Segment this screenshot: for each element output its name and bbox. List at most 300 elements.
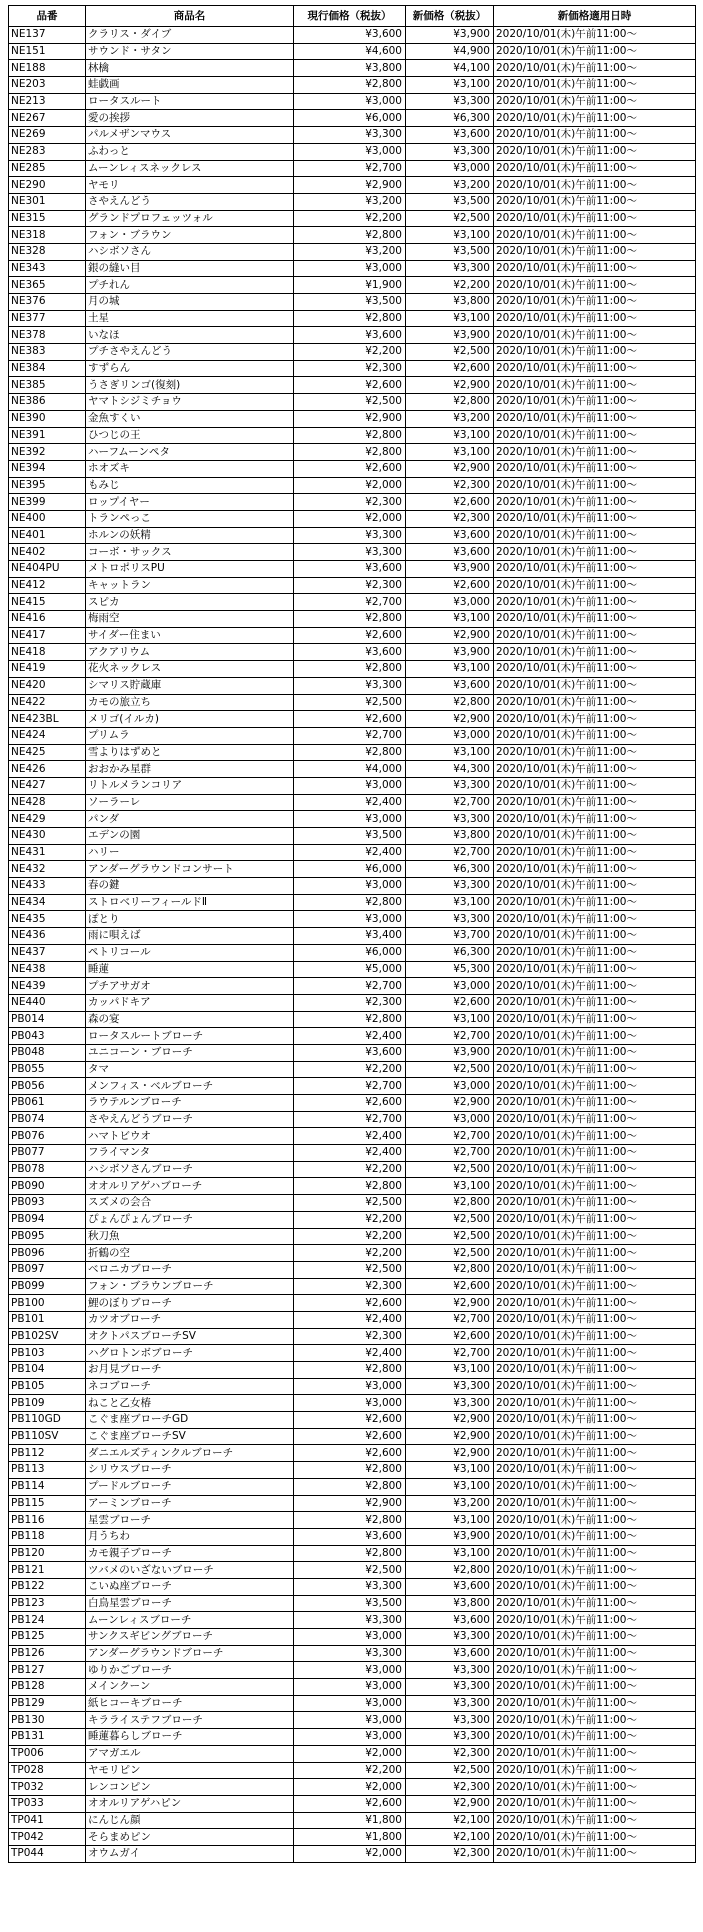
header-product-name: 商品名: [86, 6, 294, 27]
cell-current-price: ¥2,800: [294, 77, 406, 94]
table-row: [9, 43, 696, 60]
cell-effective-date: 2020/10/01(木)午前11:00～: [494, 77, 696, 94]
table-row: [9, 1762, 696, 1779]
cell-effective-date: 2020/10/01(木)午前11:00～: [494, 611, 696, 628]
table-row: [9, 1562, 696, 1579]
cell-current-price: ¥3,000: [294, 777, 406, 794]
cell-current-price: ¥3,000: [294, 1378, 406, 1395]
cell-product-code: PB076: [9, 1128, 86, 1145]
cell-product-code: NE424: [9, 727, 86, 744]
cell-product-code: NE423BL: [9, 711, 86, 728]
cell-new-price: ¥2,800: [406, 1261, 494, 1278]
cell-new-price: ¥2,700: [406, 844, 494, 861]
cell-product-name: ユニコーン・ブローチ: [86, 1044, 294, 1061]
cell-product-name: うさぎリンゴ(復刻): [86, 377, 294, 394]
cell-new-price: ¥2,900: [406, 1095, 494, 1112]
table-row: [9, 894, 696, 911]
table-row: [9, 761, 696, 778]
cell-effective-date: 2020/10/01(木)午前11:00～: [494, 1211, 696, 1228]
cell-product-code: NE267: [9, 110, 86, 127]
cell-new-price: ¥3,300: [406, 1729, 494, 1746]
cell-new-price: ¥2,500: [406, 210, 494, 227]
cell-product-code: NE430: [9, 828, 86, 845]
cell-product-code: PB094: [9, 1211, 86, 1228]
cell-effective-date: 2020/10/01(木)午前11:00～: [494, 1495, 696, 1512]
table-row: [9, 1211, 696, 1228]
table-row: [9, 1795, 696, 1812]
cell-product-code: PB116: [9, 1512, 86, 1529]
cell-current-price: ¥2,400: [294, 1145, 406, 1162]
cell-product-code: NE269: [9, 127, 86, 144]
cell-new-price: ¥2,900: [406, 627, 494, 644]
cell-effective-date: 2020/10/01(木)午前11:00～: [494, 1779, 696, 1796]
cell-product-name: ぴょんぴょんブローチ: [86, 1211, 294, 1228]
cell-new-price: ¥3,900: [406, 644, 494, 661]
cell-new-price: ¥5,300: [406, 961, 494, 978]
cell-product-name: 折鶴の空: [86, 1245, 294, 1262]
cell-current-price: ¥3,000: [294, 1629, 406, 1646]
table-row: [9, 1261, 696, 1278]
cell-effective-date: 2020/10/01(木)午前11:00～: [494, 1195, 696, 1212]
cell-product-code: PB131: [9, 1729, 86, 1746]
header-new-price: 新価格（税抜）: [406, 6, 494, 27]
cell-new-price: ¥6,300: [406, 861, 494, 878]
cell-product-code: PB105: [9, 1378, 86, 1395]
cell-effective-date: 2020/10/01(木)午前11:00～: [494, 694, 696, 711]
cell-current-price: ¥3,500: [294, 1595, 406, 1612]
table-row: [9, 377, 696, 394]
table-row: [9, 527, 696, 544]
cell-new-price: ¥3,600: [406, 544, 494, 561]
cell-current-price: ¥2,800: [294, 661, 406, 678]
cell-effective-date: 2020/10/01(木)午前11:00～: [494, 561, 696, 578]
cell-current-price: ¥2,300: [294, 994, 406, 1011]
cell-product-name: 金魚すくい: [86, 410, 294, 427]
cell-product-code: NE137: [9, 27, 86, 44]
cell-new-price: ¥2,900: [406, 460, 494, 477]
cell-product-name: さやえんどうブローチ: [86, 1111, 294, 1128]
cell-product-name: こぐま座ブローチSV: [86, 1428, 294, 1445]
cell-new-price: ¥3,200: [406, 410, 494, 427]
cell-effective-date: 2020/10/01(木)午前11:00～: [494, 677, 696, 694]
cell-product-name: もみじ: [86, 477, 294, 494]
header-product-code: 品番: [9, 6, 86, 27]
cell-current-price: ¥2,600: [294, 1445, 406, 1462]
table-row: [9, 160, 696, 177]
cell-new-price: ¥3,900: [406, 327, 494, 344]
table-row: [9, 794, 696, 811]
cell-current-price: ¥4,600: [294, 43, 406, 60]
cell-effective-date: 2020/10/01(木)午前11:00～: [494, 1729, 696, 1746]
cell-new-price: ¥2,300: [406, 1745, 494, 1762]
cell-current-price: ¥2,700: [294, 160, 406, 177]
cell-current-price: ¥2,400: [294, 1128, 406, 1145]
cell-product-name: エデンの園: [86, 828, 294, 845]
cell-product-code: PB110GD: [9, 1412, 86, 1429]
table-row: [9, 1245, 696, 1262]
cell-new-price: ¥2,100: [406, 1829, 494, 1846]
cell-effective-date: 2020/10/01(木)午前11:00～: [494, 193, 696, 210]
cell-product-name: ヤモリ: [86, 177, 294, 194]
cell-current-price: ¥3,300: [294, 1645, 406, 1662]
cell-product-code: NE390: [9, 410, 86, 427]
table-row: [9, 1729, 696, 1746]
table-row: [9, 944, 696, 961]
cell-product-code: NE391: [9, 427, 86, 444]
cell-effective-date: 2020/10/01(木)午前11:00～: [494, 1562, 696, 1579]
cell-product-code: PB114: [9, 1478, 86, 1495]
cell-new-price: ¥3,100: [406, 1512, 494, 1529]
cell-current-price: ¥2,800: [294, 427, 406, 444]
table-row: [9, 460, 696, 477]
cell-current-price: ¥6,000: [294, 944, 406, 961]
cell-product-code: NE415: [9, 594, 86, 611]
cell-current-price: ¥2,600: [294, 1428, 406, 1445]
cell-product-name: 月うちわ: [86, 1528, 294, 1545]
cell-new-price: ¥3,300: [406, 1395, 494, 1412]
cell-effective-date: 2020/10/01(木)午前11:00～: [494, 994, 696, 1011]
cell-current-price: ¥3,500: [294, 294, 406, 311]
cell-current-price: ¥2,700: [294, 1078, 406, 1095]
table-row: [9, 1145, 696, 1162]
cell-effective-date: 2020/10/01(木)午前11:00～: [494, 227, 696, 244]
table-row: [9, 1061, 696, 1078]
cell-effective-date: 2020/10/01(木)午前11:00～: [494, 761, 696, 778]
cell-product-code: NE283: [9, 143, 86, 160]
cell-new-price: ¥3,900: [406, 561, 494, 578]
cell-product-code: NE426: [9, 761, 86, 778]
cell-new-price: ¥2,600: [406, 1328, 494, 1345]
cell-effective-date: 2020/10/01(木)午前11:00～: [494, 1412, 696, 1429]
table-row: [9, 410, 696, 427]
cell-effective-date: 2020/10/01(木)午前11:00～: [494, 1078, 696, 1095]
cell-current-price: ¥2,800: [294, 444, 406, 461]
table-row: [9, 861, 696, 878]
cell-effective-date: 2020/10/01(木)午前11:00～: [494, 944, 696, 961]
cell-current-price: ¥6,000: [294, 861, 406, 878]
cell-current-price: ¥1,800: [294, 1812, 406, 1829]
table-body: [9, 27, 696, 1863]
cell-product-name: メリゴ(イルカ): [86, 711, 294, 728]
cell-product-name: 銀の縫い目: [86, 260, 294, 277]
cell-current-price: ¥2,600: [294, 627, 406, 644]
cell-new-price: ¥6,300: [406, 110, 494, 127]
cell-new-price: ¥2,800: [406, 1195, 494, 1212]
cell-product-name: コーボ・サックス: [86, 544, 294, 561]
cell-product-code: NE395: [9, 477, 86, 494]
cell-product-name: ロータスルートブローチ: [86, 1028, 294, 1045]
cell-product-name: ソーラーレ: [86, 794, 294, 811]
cell-product-name: オオルリアゲハピン: [86, 1795, 294, 1812]
cell-product-code: NE404PU: [9, 561, 86, 578]
cell-product-name: シリウスブローチ: [86, 1462, 294, 1479]
cell-new-price: ¥3,300: [406, 260, 494, 277]
cell-effective-date: 2020/10/01(木)午前11:00～: [494, 1695, 696, 1712]
cell-effective-date: 2020/10/01(木)午前11:00～: [494, 1478, 696, 1495]
cell-effective-date: 2020/10/01(木)午前11:00～: [494, 594, 696, 611]
cell-product-code: NE400: [9, 510, 86, 527]
header-effective-date: 新価格適用日時: [494, 6, 696, 27]
cell-current-price: ¥3,300: [294, 527, 406, 544]
cell-effective-date: 2020/10/01(木)午前11:00～: [494, 661, 696, 678]
cell-effective-date: 2020/10/01(木)午前11:00～: [494, 1111, 696, 1128]
cell-current-price: ¥2,000: [294, 1745, 406, 1762]
cell-product-name: アクアリウム: [86, 644, 294, 661]
cell-product-code: PB121: [9, 1562, 86, 1579]
table-row: [9, 594, 696, 611]
cell-effective-date: 2020/10/01(木)午前11:00～: [494, 277, 696, 294]
cell-effective-date: 2020/10/01(木)午前11:00～: [494, 911, 696, 928]
cell-current-price: ¥2,000: [294, 510, 406, 527]
cell-product-name: 蛙戯画: [86, 77, 294, 94]
cell-current-price: ¥3,300: [294, 1612, 406, 1629]
cell-new-price: ¥2,700: [406, 794, 494, 811]
cell-product-name: メンフィス・ベルブローチ: [86, 1078, 294, 1095]
cell-product-name: ペトリコール: [86, 944, 294, 961]
cell-new-price: ¥3,100: [406, 744, 494, 761]
cell-new-price: ¥2,700: [406, 1345, 494, 1362]
cell-product-code: PB056: [9, 1078, 86, 1095]
cell-product-code: NE432: [9, 861, 86, 878]
cell-effective-date: 2020/10/01(木)午前11:00～: [494, 1462, 696, 1479]
cell-effective-date: 2020/10/01(木)午前11:00～: [494, 177, 696, 194]
cell-effective-date: 2020/10/01(木)午前11:00～: [494, 1578, 696, 1595]
cell-product-code: NE434: [9, 894, 86, 911]
table-row: [9, 294, 696, 311]
cell-new-price: ¥3,600: [406, 1578, 494, 1595]
cell-effective-date: 2020/10/01(木)午前11:00～: [494, 961, 696, 978]
cell-new-price: ¥2,300: [406, 1845, 494, 1862]
table-row: [9, 394, 696, 411]
table-row: [9, 744, 696, 761]
table-row: [9, 844, 696, 861]
cell-effective-date: 2020/10/01(木)午前11:00～: [494, 794, 696, 811]
cell-current-price: ¥3,000: [294, 143, 406, 160]
cell-product-name: プチさやえんどう: [86, 344, 294, 361]
cell-product-code: PB112: [9, 1445, 86, 1462]
cell-product-code: NE436: [9, 928, 86, 945]
cell-current-price: ¥2,900: [294, 1495, 406, 1512]
cell-new-price: ¥3,100: [406, 1011, 494, 1028]
cell-product-code: NE343: [9, 260, 86, 277]
cell-current-price: ¥3,300: [294, 677, 406, 694]
cell-product-code: NE318: [9, 227, 86, 244]
cell-effective-date: 2020/10/01(木)午前11:00～: [494, 110, 696, 127]
cell-current-price: ¥2,300: [294, 494, 406, 511]
table-row: [9, 327, 696, 344]
table-row: [9, 661, 696, 678]
cell-current-price: ¥1,900: [294, 277, 406, 294]
cell-effective-date: 2020/10/01(木)午前11:00～: [494, 1044, 696, 1061]
cell-product-code: NE427: [9, 777, 86, 794]
cell-effective-date: 2020/10/01(木)午前11:00～: [494, 1712, 696, 1729]
cell-effective-date: 2020/10/01(木)午前11:00～: [494, 1011, 696, 1028]
cell-product-name: ロータスルート: [86, 93, 294, 110]
cell-product-name: メトロポリスPU: [86, 561, 294, 578]
table-row: [9, 110, 696, 127]
cell-current-price: ¥2,300: [294, 1328, 406, 1345]
cell-product-name: サンクスギビングブローチ: [86, 1629, 294, 1646]
cell-current-price: ¥3,600: [294, 327, 406, 344]
table-row: [9, 1645, 696, 1662]
cell-new-price: ¥3,800: [406, 1595, 494, 1612]
cell-product-name: にんじん顔: [86, 1812, 294, 1829]
table-row: [9, 193, 696, 210]
cell-new-price: ¥3,000: [406, 978, 494, 995]
cell-product-name: オオルリアゲハブローチ: [86, 1178, 294, 1195]
cell-product-name: 睡蓮暮らしブローチ: [86, 1729, 294, 1746]
cell-product-code: NE378: [9, 327, 86, 344]
table-row: [9, 77, 696, 94]
cell-current-price: ¥3,000: [294, 1662, 406, 1679]
cell-product-code: NE377: [9, 310, 86, 327]
cell-product-name: ハグロトンボブローチ: [86, 1345, 294, 1362]
cell-product-code: NE437: [9, 944, 86, 961]
cell-effective-date: 2020/10/01(木)午前11:00～: [494, 127, 696, 144]
cell-effective-date: 2020/10/01(木)午前11:00～: [494, 444, 696, 461]
cell-current-price: ¥2,800: [294, 1178, 406, 1195]
cell-effective-date: 2020/10/01(木)午前11:00～: [494, 828, 696, 845]
table-row: [9, 210, 696, 227]
cell-new-price: ¥3,000: [406, 160, 494, 177]
cell-current-price: ¥5,000: [294, 961, 406, 978]
cell-product-code: PB124: [9, 1612, 86, 1629]
cell-product-code: NE384: [9, 360, 86, 377]
cell-current-price: ¥2,300: [294, 360, 406, 377]
cell-effective-date: 2020/10/01(木)午前11:00～: [494, 1662, 696, 1679]
cell-product-code: TP041: [9, 1812, 86, 1829]
cell-effective-date: 2020/10/01(木)午前11:00～: [494, 243, 696, 260]
cell-new-price: ¥3,300: [406, 777, 494, 794]
cell-product-code: NE422: [9, 694, 86, 711]
cell-new-price: ¥2,900: [406, 1795, 494, 1812]
cell-effective-date: 2020/10/01(木)午前11:00～: [494, 544, 696, 561]
cell-effective-date: 2020/10/01(木)午前11:00～: [494, 1261, 696, 1278]
cell-effective-date: 2020/10/01(木)午前11:00～: [494, 460, 696, 477]
cell-current-price: ¥2,400: [294, 1345, 406, 1362]
cell-product-name: プードルブローチ: [86, 1478, 294, 1495]
cell-product-name: プチアサガオ: [86, 978, 294, 995]
table-row: [9, 1779, 696, 1796]
cell-effective-date: 2020/10/01(木)午前11:00～: [494, 1829, 696, 1846]
cell-effective-date: 2020/10/01(木)午前11:00～: [494, 1028, 696, 1045]
cell-product-code: NE394: [9, 460, 86, 477]
cell-product-name: トランペっこ: [86, 510, 294, 527]
table-row: [9, 477, 696, 494]
cell-product-name: 森の宴: [86, 1011, 294, 1028]
cell-new-price: ¥2,300: [406, 1779, 494, 1796]
cell-new-price: ¥2,500: [406, 1161, 494, 1178]
cell-current-price: ¥4,000: [294, 761, 406, 778]
cell-new-price: ¥3,100: [406, 611, 494, 628]
table-row: [9, 1044, 696, 1061]
cell-current-price: ¥3,000: [294, 1679, 406, 1696]
cell-effective-date: 2020/10/01(木)午前11:00～: [494, 327, 696, 344]
cell-current-price: ¥3,000: [294, 1729, 406, 1746]
cell-effective-date: 2020/10/01(木)午前11:00～: [494, 1161, 696, 1178]
table-row: [9, 1629, 696, 1646]
table-row: [9, 1845, 696, 1862]
cell-new-price: ¥2,600: [406, 994, 494, 1011]
cell-product-code: NE429: [9, 811, 86, 828]
cell-product-name: ネコブローチ: [86, 1378, 294, 1395]
cell-product-name: ダニエルズティンクルブローチ: [86, 1445, 294, 1462]
cell-current-price: ¥2,600: [294, 1412, 406, 1429]
cell-product-code: PB077: [9, 1145, 86, 1162]
price-revision-table: [8, 5, 696, 1863]
cell-product-code: PB048: [9, 1044, 86, 1061]
cell-product-name: タマ: [86, 1061, 294, 1078]
cell-current-price: ¥1,800: [294, 1829, 406, 1846]
cell-new-price: ¥3,600: [406, 527, 494, 544]
cell-effective-date: 2020/10/01(木)午前11:00～: [494, 1545, 696, 1562]
cell-current-price: ¥2,800: [294, 1462, 406, 1479]
cell-product-name: ホルンの妖精: [86, 527, 294, 544]
cell-new-price: ¥2,300: [406, 510, 494, 527]
cell-effective-date: 2020/10/01(木)午前11:00～: [494, 160, 696, 177]
cell-product-name: ヤモリピン: [86, 1762, 294, 1779]
cell-new-price: ¥3,100: [406, 444, 494, 461]
cell-product-code: NE386: [9, 394, 86, 411]
cell-current-price: ¥3,000: [294, 1395, 406, 1412]
cell-product-name: 雨に唄えば: [86, 928, 294, 945]
cell-product-code: PB110SV: [9, 1428, 86, 1445]
cell-product-code: NE402: [9, 544, 86, 561]
cell-effective-date: 2020/10/01(木)午前11:00～: [494, 894, 696, 911]
cell-product-name: そらまめピン: [86, 1829, 294, 1846]
cell-effective-date: 2020/10/01(木)午前11:00～: [494, 27, 696, 44]
cell-product-code: PB090: [9, 1178, 86, 1195]
table-row: [9, 344, 696, 361]
cell-current-price: ¥2,400: [294, 844, 406, 861]
cell-product-name: パルメザンマウス: [86, 127, 294, 144]
cell-effective-date: 2020/10/01(木)午前11:00～: [494, 1795, 696, 1812]
cell-product-name: ひつじの王: [86, 427, 294, 444]
cell-current-price: ¥3,600: [294, 561, 406, 578]
cell-current-price: ¥2,200: [294, 1228, 406, 1245]
cell-current-price: ¥2,300: [294, 577, 406, 594]
cell-current-price: ¥2,500: [294, 1562, 406, 1579]
cell-product-name: オクトパスブローチSV: [86, 1328, 294, 1345]
table-row: [9, 1378, 696, 1395]
cell-new-price: ¥4,100: [406, 60, 494, 77]
cell-product-name: 星雲ブローチ: [86, 1512, 294, 1529]
cell-product-code: TP044: [9, 1845, 86, 1862]
cell-effective-date: 2020/10/01(木)午前11:00～: [494, 1145, 696, 1162]
cell-new-price: ¥3,300: [406, 911, 494, 928]
table-row: [9, 994, 696, 1011]
cell-effective-date: 2020/10/01(木)午前11:00～: [494, 1445, 696, 1462]
cell-new-price: ¥2,300: [406, 477, 494, 494]
cell-current-price: ¥2,200: [294, 1762, 406, 1779]
table-row: [9, 878, 696, 895]
cell-effective-date: 2020/10/01(木)午前11:00～: [494, 1061, 696, 1078]
cell-new-price: ¥2,700: [406, 1128, 494, 1145]
table-row: [9, 627, 696, 644]
cell-effective-date: 2020/10/01(木)午前11:00～: [494, 1762, 696, 1779]
cell-current-price: ¥2,700: [294, 594, 406, 611]
cell-current-price: ¥3,600: [294, 1044, 406, 1061]
cell-product-name: アマガエル: [86, 1745, 294, 1762]
cell-product-name: ふわっと: [86, 143, 294, 160]
cell-current-price: ¥3,500: [294, 828, 406, 845]
cell-product-name: さやえんどう: [86, 193, 294, 210]
table-row: [9, 1028, 696, 1045]
cell-effective-date: 2020/10/01(木)午前11:00～: [494, 744, 696, 761]
cell-new-price: ¥3,100: [406, 1362, 494, 1379]
cell-product-code: PB093: [9, 1195, 86, 1212]
table-row: [9, 143, 696, 160]
